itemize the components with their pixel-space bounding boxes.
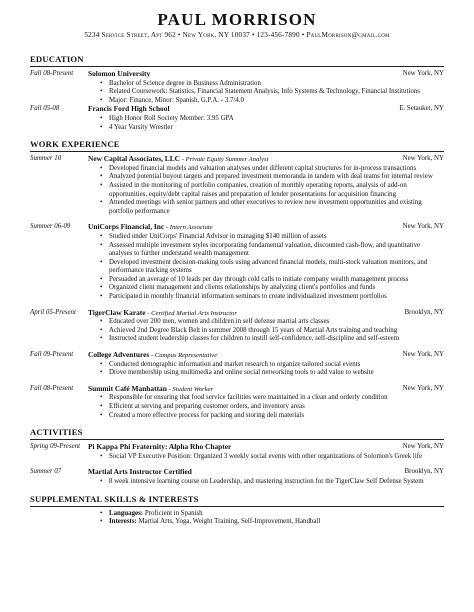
section-title-work: WORK EXPERIENCE bbox=[30, 139, 120, 150]
entry-heading bbox=[88, 309, 237, 319]
entry-role: - Student Worker bbox=[168, 385, 214, 393]
entry-heading bbox=[88, 223, 213, 233]
entry-location: New York, NY bbox=[402, 443, 444, 451]
education-entry bbox=[30, 105, 444, 132]
section-title-skills: SUPPLEMENTAL SKILLS & INTERESTS bbox=[30, 493, 199, 504]
activity-entry bbox=[30, 443, 444, 461]
skill-label: Interests: bbox=[109, 518, 137, 526]
entry-location: New York, NY bbox=[402, 223, 444, 231]
bullet-item: • Educated over 200 men, women and children in self defense martial arts classes bbox=[100, 318, 444, 327]
entry-date: Fall 09-Present bbox=[30, 351, 74, 359]
education-section bbox=[30, 54, 444, 132]
bullet-item: • Social VP Executive Position: Organized 3 weekly social events with other organizations of Solomon's Greek life bbox=[100, 453, 444, 462]
skill-text: Proficient in Spanish bbox=[144, 509, 203, 517]
bullet-item: • Achieved 2nd Degree Black Belt in summer 2008 through 15 years of Martial Arts training and teaching bbox=[100, 327, 444, 336]
skills-entry bbox=[30, 510, 444, 527]
entry-location: New York, NY bbox=[402, 155, 444, 163]
entry-location: New York, NY bbox=[402, 351, 444, 359]
entry-location: New York, NY bbox=[402, 384, 444, 392]
entry-date: Summer 07 bbox=[30, 468, 62, 476]
entry-role: - Intern Associate bbox=[165, 224, 213, 232]
bullet-item: • Responsible for ensuring that food service facilities were maintained in a clean and orderly condition bbox=[100, 394, 444, 403]
bullet-item: • Persuaded an average of 10 leads per day through cold calls to initiate company wealth management process bbox=[100, 276, 444, 285]
bullet-item: • Attended meetings with senior partners and other executives to review new investment opportunities and existing portfolio performance bbox=[100, 199, 444, 216]
entry-role: - Private Equity Summer Analyst bbox=[181, 156, 269, 164]
entry-location: E. Setauket, NY bbox=[399, 105, 444, 113]
entry-date: Fall 05-08 bbox=[30, 105, 60, 113]
section-divider bbox=[30, 151, 444, 152]
entry-organization: Solomon University bbox=[88, 69, 151, 78]
entry-heading bbox=[88, 105, 170, 115]
candidate-name: PAUL MORRISON bbox=[157, 10, 317, 29]
bullet-item: • Participated in monthly financial information seminars to create individualized investment portfolios bbox=[100, 293, 444, 302]
bullet-item: • Bachelor of Science degree in Business Administration bbox=[100, 80, 444, 89]
section-divider bbox=[30, 66, 444, 67]
skill-item bbox=[100, 510, 444, 519]
entry-heading bbox=[88, 385, 213, 395]
work-entry bbox=[30, 309, 444, 344]
bullet-item: • Organized client management and clients relationships by analyzing client's portfolios and funds bbox=[100, 284, 444, 293]
bullet-item: • Major: Finance, Minor: Spanish, G.P.A. - 3.7/4.0 bbox=[100, 97, 444, 106]
work-experience-section bbox=[30, 139, 444, 420]
section-divider bbox=[30, 439, 444, 440]
entry-location: New York, NY bbox=[402, 70, 444, 77]
bullet-item: • Efficient at serving and preparing customer orders, and inventory areas bbox=[100, 403, 444, 412]
bullet-item: • Assessed multiple investment styles incorporating fundamental valuation, discounted cash-flow, and quantitative analyses to further understand wealth management bbox=[100, 242, 444, 259]
activity-entry bbox=[30, 468, 444, 486]
contact-line: 5234 Service Street, Apt 962 • New York, NY 10037 • 123-456-7890 • PaulMorrison@gmail.com bbox=[84, 31, 390, 39]
entry-organization: College Adventures bbox=[88, 350, 150, 360]
entry-location: Brooklyn, NY bbox=[404, 468, 444, 476]
bullet-item: • Developed financial models and valuation analyses under different capital structures for in-process transactions bbox=[100, 165, 444, 174]
entry-date: Spring 09-Present bbox=[30, 443, 81, 451]
bullet-item: • 8 week intensive learning course on Leadership, and mastering instruction for the TigerClaw Self Defense System bbox=[100, 478, 444, 487]
entry-heading bbox=[88, 155, 268, 165]
bullet-item: • Analyzed potential buyout targets and prepared investment memoranda in tandem with deal teams for internal review bbox=[100, 173, 444, 182]
bullet-item: • Related Coursework: Statistics, Financial Statement Analysis, Info Systems & Technology, Financial Institutions bbox=[100, 88, 444, 97]
bullet-item: • 4 Year Varsity Wrestler bbox=[100, 124, 444, 133]
activities-section bbox=[30, 427, 444, 486]
work-entry bbox=[30, 385, 444, 420]
entry-date: April 05-Present bbox=[30, 308, 76, 316]
skill-label: Languages: bbox=[109, 509, 144, 517]
skills-section bbox=[30, 494, 444, 527]
entry-role: - Certified Martial Arts Instructor bbox=[147, 309, 237, 317]
work-entry bbox=[30, 223, 444, 301]
bullet-item: • Assisted in the monitoring of portfolio companies, creation of monthly operating reports, analysis of add-on opportunities, equity/debt capital raises and preparation of lender presentations for acquisition financing bbox=[100, 182, 444, 199]
entry-heading bbox=[88, 468, 192, 478]
entry-heading bbox=[88, 351, 217, 361]
work-entry bbox=[30, 351, 444, 378]
bullet-item: • Instructed student leadership classes for children to instill self-confidence, self-discipline and self-esteem bbox=[100, 335, 444, 344]
work-entry bbox=[30, 155, 444, 216]
bullet-item: • Conducted demographic information and market research to organize tailored social events bbox=[100, 361, 444, 370]
bullet-item: • Drove membership using multimedia and online social networking tools to add value to website bbox=[100, 369, 444, 378]
skill-item bbox=[100, 518, 444, 527]
entry-date: Fall 08-Present bbox=[30, 70, 74, 77]
bullet-item: • High Honor Roll Society Member: 3.95 GPA bbox=[100, 115, 444, 124]
entry-organization: Francis Ford High School bbox=[88, 104, 170, 114]
entry-date: Summer 06-09 bbox=[30, 223, 71, 231]
entry-date: Summer 10 bbox=[30, 155, 62, 163]
entry-role: - Campus Representative bbox=[150, 352, 218, 360]
entry-location: Brooklyn, NY bbox=[404, 308, 444, 316]
entry-organization: Pi Kappa Phi Fraternity: Alpha Rho Chapter bbox=[88, 442, 232, 452]
entry-date: Fall 08-Present bbox=[30, 384, 74, 392]
entry-organization: UniCorps Financial, Inc bbox=[88, 222, 165, 232]
entry-organization: TigerClaw Karate bbox=[88, 307, 146, 317]
entry-organization: New Capital Associates, LLC bbox=[88, 154, 180, 164]
entry-heading bbox=[88, 70, 150, 80]
bullet-item: • Developed investment decision-making tools using advanced financial models, multi-stock valuation monitors, and performance tracking systems bbox=[100, 259, 444, 276]
section-divider bbox=[30, 506, 444, 507]
bullet-item: • Created a more effective process for packing and storing deli materials bbox=[100, 412, 444, 421]
section-title-education: EDUCATION bbox=[30, 54, 84, 64]
entry-heading bbox=[88, 443, 231, 453]
education-entry bbox=[30, 70, 444, 105]
skill-text: Martial Arts, Yoga, Weight Training, Self-Improvement, Handball bbox=[138, 518, 321, 526]
bullet-item: • Studied under UniCorps' Financial Advisor in managing $140 million of assets bbox=[100, 233, 444, 242]
entry-organization: Summit Café Manhattan bbox=[88, 383, 167, 393]
entry-organization: Martial Arts Instructor Certified bbox=[88, 467, 192, 477]
section-title-activities: ACTIVITIES bbox=[30, 427, 83, 438]
